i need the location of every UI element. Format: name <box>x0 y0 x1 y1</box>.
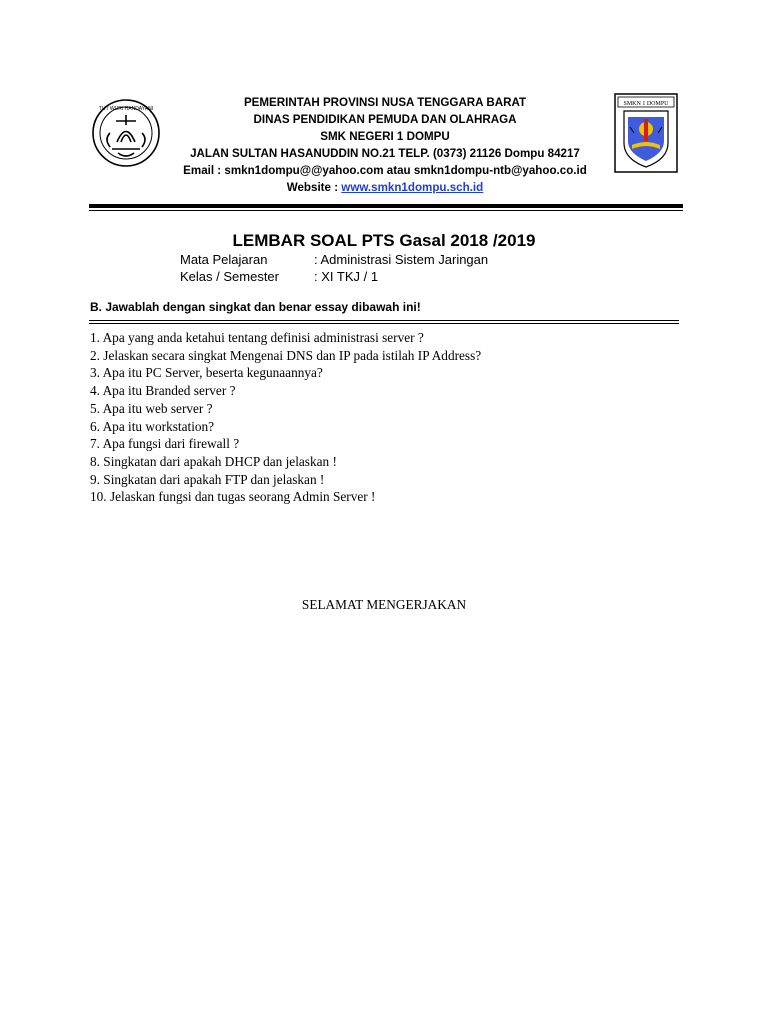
question-item: 9. Singkatan dari apakah FTP dan jelaskan ! <box>90 471 325 487</box>
question-item: 7. Apa fungsi dari firewall ? <box>90 436 240 452</box>
question-item: 5. Apa itu web server ? <box>90 400 213 416</box>
letterhead-school: SMK NEGERI 1 DOMPU <box>320 130 450 143</box>
website-link[interactable]: www.smkn1dompu.sch.id <box>341 181 484 194</box>
meta-class-value: : XI TKJ / 1 <box>314 269 379 284</box>
letterhead-rule-thin <box>89 210 683 211</box>
question-item: 6. Apa itu workstation? <box>90 418 215 434</box>
closing-text: SELAMAT MENGERJAKAN <box>301 597 467 612</box>
section-rule-top <box>89 320 679 321</box>
section-rule-bottom <box>89 323 679 324</box>
letterhead-website <box>170 179 600 196</box>
meta-subject-label: Mata Pelajaran <box>180 252 268 267</box>
right-logo-text: SMKN 1 DOMPU <box>623 101 669 107</box>
question-item: 8. Singkatan dari apakah DHCP dan jelaskan ! <box>90 453 337 469</box>
question-list <box>90 329 481 506</box>
question-item: 2. Jelaskan secara singkat Mengenai DNS dan IP pada istilah IP Address? <box>90 347 482 363</box>
letterhead-government: PEMERINTAH PROVINSI NUSA TENGGARA BARAT <box>243 96 527 109</box>
letterhead-address: JALAN SULTAN HASANUDDIN NO.21 TELP. (0373) 21126 Dompu 84217 <box>190 147 580 160</box>
section-heading: B. Jawablah dengan singkat dan benar essay dibawah ini! <box>90 300 421 314</box>
exam-title: LEMBAR SOAL PTS Gasal 2018 /2019 <box>232 231 536 250</box>
question-item: 4. Apa itu Branded server ? <box>90 383 236 399</box>
question-item: 3. Apa itu PC Server, beserta kegunaannya? <box>90 365 323 381</box>
meta-class-label: Kelas / Semester <box>180 269 279 284</box>
tut-wuri-handayani-logo <box>90 95 162 175</box>
letterhead-email: Email : smkn1dompu@@yahoo.com atau smkn1dompu-ntb@yahoo.co.id <box>183 164 587 177</box>
question-item: 1. Apa yang anda ketahui tentang definisi administrasi server ? <box>90 330 424 345</box>
website-label: Website : <box>286 181 342 194</box>
letterhead-rule-thick <box>89 204 683 208</box>
letterhead <box>170 94 600 196</box>
smkn1-dompu-logo <box>614 93 678 173</box>
left-logo-text: TUT WURI HANDAYANI <box>98 106 154 112</box>
letterhead-department: DINAS PENDIDIKAN PEMUDA DAN OLAHRAGA <box>253 113 517 126</box>
meta-subject-value: : Administrasi Sistem Jaringan <box>314 252 489 267</box>
question-item: 10. Jelaskan fungsi dan tugas seorang Admin Server ! <box>90 489 376 505</box>
